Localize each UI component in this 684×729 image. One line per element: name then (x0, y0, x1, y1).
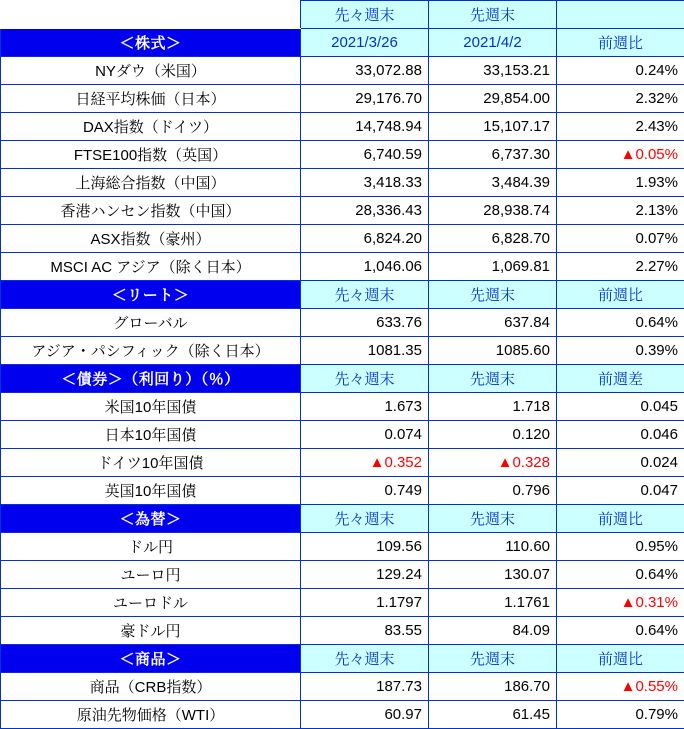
header-col1-label: 先々週末 (301, 1, 429, 29)
section-header-row (1, 29, 684, 57)
row-value-prev2: 187.73 (301, 673, 429, 701)
row-value-prev2: 83.55 (301, 617, 429, 645)
row-change: 0.64% (557, 617, 684, 645)
row-value-prev1: 186.70 (429, 673, 557, 701)
header-blank-cell (1, 1, 301, 29)
row-value-prev2: 33,072.88 (301, 57, 429, 85)
row-value-prev2: 6,824.20 (301, 225, 429, 253)
row-label: アジア・パシフィック（除く日本） (1, 337, 301, 365)
table-row (1, 449, 684, 477)
row-label: ASX指数（豪州） (1, 225, 301, 253)
section-date2: 2021/4/2 (429, 29, 557, 57)
row-change: 0.07% (557, 225, 684, 253)
row-change: 0.24% (557, 57, 684, 85)
row-label: 英国10年国債 (1, 477, 301, 505)
row-value-prev2: ▲0.352 (301, 449, 429, 477)
row-change: 0.79% (557, 701, 684, 729)
row-value-prev2: 3,418.33 (301, 169, 429, 197)
row-value-prev2: 129.24 (301, 561, 429, 589)
section-title: ＜株式＞ (1, 29, 301, 57)
row-change: 0.64% (557, 561, 684, 589)
row-value-prev1: 84.09 (429, 617, 557, 645)
row-label: 日経平均株価（日本） (1, 85, 301, 113)
row-value-prev2: 29,176.70 (301, 85, 429, 113)
section-date1: 2021/3/26 (301, 29, 429, 57)
row-label: 米国10年国債 (1, 393, 301, 421)
row-change: 2.32% (557, 85, 684, 113)
row-change: ▲0.31% (557, 589, 684, 617)
table-row (1, 421, 684, 449)
row-change: 0.64% (557, 309, 684, 337)
section-change-label: 前週比 (557, 645, 684, 673)
table-row (1, 589, 684, 617)
table-row (1, 197, 684, 225)
row-value-prev1: ▲0.328 (429, 449, 557, 477)
table-row (1, 225, 684, 253)
row-label: FTSE100指数（英国） (1, 141, 301, 169)
row-change: 0.024 (557, 449, 684, 477)
table-row (1, 701, 684, 729)
row-value-prev1: 0.120 (429, 421, 557, 449)
table-row (1, 337, 684, 365)
section-col2: 先週末 (429, 365, 557, 393)
row-value-prev1: 1.718 (429, 393, 557, 421)
row-label: 上海総合指数（中国） (1, 169, 301, 197)
row-value-prev1: 15,107.17 (429, 113, 557, 141)
row-change: 0.047 (557, 477, 684, 505)
row-label: 商品（CRB指数） (1, 673, 301, 701)
table-row (1, 85, 684, 113)
section-change-label: 前週比 (557, 29, 684, 57)
section-header-row (1, 645, 684, 673)
table-row (1, 673, 684, 701)
table-row (1, 169, 684, 197)
row-label: 日本10年国債 (1, 421, 301, 449)
row-value-prev2: 1.1797 (301, 589, 429, 617)
row-value-prev2: 28,336.43 (301, 197, 429, 225)
row-label: DAX指数（ドイツ） (1, 113, 301, 141)
section-title: ＜リート＞ (1, 281, 301, 309)
table-row (1, 393, 684, 421)
row-value-prev2: 109.56 (301, 533, 429, 561)
section-change-label: 前週差 (557, 365, 684, 393)
row-value-prev1: 130.07 (429, 561, 557, 589)
table-row (1, 141, 684, 169)
row-value-prev1: 1,069.81 (429, 253, 557, 281)
section-change-label: 前週比 (557, 505, 684, 533)
row-label: 豪ドル円 (1, 617, 301, 645)
header-col2-label: 先週末 (429, 1, 557, 29)
row-change: 2.13% (557, 197, 684, 225)
section-col1: 先々週末 (301, 365, 429, 393)
row-label: ユーロ円 (1, 561, 301, 589)
row-value-prev1: 637.84 (429, 309, 557, 337)
row-label: ドイツ10年国債 (1, 449, 301, 477)
row-value-prev1: 0.796 (429, 477, 557, 505)
row-value-prev1: 61.45 (429, 701, 557, 729)
row-value-prev1: 6,737.30 (429, 141, 557, 169)
row-label: ユーロドル (1, 589, 301, 617)
section-title: ＜商品＞ (1, 645, 301, 673)
table-row (1, 113, 684, 141)
row-label: 原油先物価格（WTI） (1, 701, 301, 729)
table-row (1, 253, 684, 281)
table-row (1, 617, 684, 645)
section-col1: 先々週末 (301, 281, 429, 309)
row-value-prev1: 1.1761 (429, 589, 557, 617)
row-change: 0.046 (557, 421, 684, 449)
row-change: 0.95% (557, 533, 684, 561)
row-change: ▲0.55% (557, 673, 684, 701)
row-label: グローバル (1, 309, 301, 337)
row-value-prev2: 1081.35 (301, 337, 429, 365)
row-value-prev2: 1,046.06 (301, 253, 429, 281)
row-value-prev1: 6,828.70 (429, 225, 557, 253)
header-row-dates (1, 1, 684, 29)
row-label: NYダウ（米国） (1, 57, 301, 85)
row-value-prev1: 110.60 (429, 533, 557, 561)
row-change: 1.93% (557, 169, 684, 197)
row-value-prev2: 60.97 (301, 701, 429, 729)
table-row (1, 561, 684, 589)
row-value-prev2: 633.76 (301, 309, 429, 337)
table-row (1, 309, 684, 337)
section-title: ＜債券＞（利回り）（％） (1, 365, 301, 393)
table-row (1, 533, 684, 561)
row-change: 2.43% (557, 113, 684, 141)
row-label: 香港ハンセン指数（中国） (1, 197, 301, 225)
section-col2: 先週末 (429, 645, 557, 673)
row-value-prev2: 14,748.94 (301, 113, 429, 141)
row-label: MSCI AC アジア（除く日本） (1, 253, 301, 281)
section-col2: 先週末 (429, 505, 557, 533)
section-change-label: 前週比 (557, 281, 684, 309)
table-row (1, 477, 684, 505)
row-value-prev1: 29,854.00 (429, 85, 557, 113)
row-value-prev1: 3,484.39 (429, 169, 557, 197)
section-col1: 先々週末 (301, 505, 429, 533)
row-value-prev1: 1085.60 (429, 337, 557, 365)
section-col1: 先々週末 (301, 645, 429, 673)
table-row (1, 57, 684, 85)
row-change: 2.27% (557, 253, 684, 281)
row-label: ドル円 (1, 533, 301, 561)
row-change: 0.045 (557, 393, 684, 421)
section-col2: 先週末 (429, 281, 557, 309)
section-title: ＜為替＞ (1, 505, 301, 533)
row-value-prev2: 0.749 (301, 477, 429, 505)
section-header-row (1, 505, 684, 533)
row-change: 0.39% (557, 337, 684, 365)
section-header-row (1, 365, 684, 393)
row-change: ▲0.05% (557, 141, 684, 169)
row-value-prev1: 28,938.74 (429, 197, 557, 225)
section-header-row (1, 281, 684, 309)
row-value-prev2: 6,740.59 (301, 141, 429, 169)
row-value-prev1: 33,153.21 (429, 57, 557, 85)
row-value-prev2: 0.074 (301, 421, 429, 449)
header-blank-right (557, 1, 684, 29)
row-value-prev2: 1.673 (301, 393, 429, 421)
